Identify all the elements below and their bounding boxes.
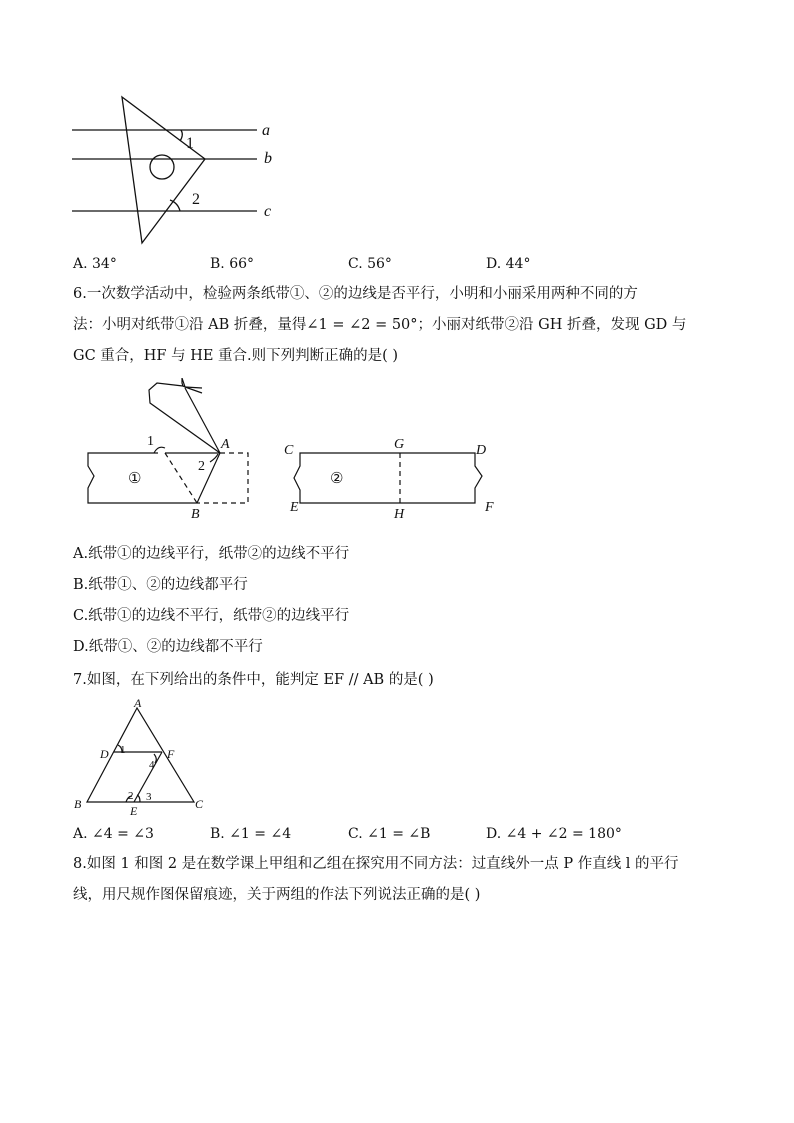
line-b-label: b bbox=[264, 150, 272, 167]
q6-option-d[interactable]: D.纸带①、②的边线都不平行 bbox=[73, 639, 263, 655]
fig6-label-E: E bbox=[290, 500, 299, 515]
fig7-label-D: D bbox=[100, 747, 109, 761]
q8-stem-line1: 8.如图 1 和图 2 是在数学课上甲组和乙组在探究用不同方法：过直线外一点 P 作直线 l 的平行 bbox=[73, 856, 679, 872]
fig7-num-2: 2 bbox=[128, 790, 134, 802]
fig6-strip2-mark: ② bbox=[330, 471, 344, 487]
q8-stem-line2: 线，用尺规作图保留痕迹，关于两组的作法下列说法正确的是( ) bbox=[73, 887, 481, 903]
fig6-label-B: B bbox=[191, 507, 200, 522]
q6-option-c[interactable]: C.纸带①的边线不平行，纸带②的边线平行 bbox=[73, 608, 350, 624]
q5-option-c[interactable]: C. 56° bbox=[348, 256, 392, 272]
fig6-strip1-mark: ① bbox=[128, 471, 142, 487]
q7-stem: 7.如图，在下列给出的条件中，能判定 EF // AB 的是( ) bbox=[73, 672, 434, 688]
q5-option-b[interactable]: B. 66° bbox=[210, 256, 255, 272]
question-5-figure bbox=[60, 90, 290, 250]
fig7-num-1: 1 bbox=[120, 744, 126, 756]
question-6-figure bbox=[70, 378, 510, 528]
fig6-label-2: 2 bbox=[198, 459, 205, 474]
fig6-label-F: F bbox=[485, 500, 494, 515]
q7-option-b[interactable]: B. ∠1 = ∠4 bbox=[210, 826, 292, 842]
fig6-label-A: A bbox=[221, 437, 230, 452]
angle-2-label: 2 bbox=[192, 191, 200, 208]
angle-1-label: 1 bbox=[186, 135, 194, 152]
fig6-label-1: 1 bbox=[147, 434, 154, 449]
fig6-label-C: C bbox=[284, 443, 294, 458]
q6-stem-line2: 法：小明对纸带①沿 AB 折叠，量得∠1 = ∠2 = 50°；小丽对纸带②沿 GH 折叠，发现 GD 与 bbox=[73, 317, 687, 333]
fig7-label-E: E bbox=[130, 804, 138, 818]
fig6-label-G: G bbox=[394, 437, 405, 452]
question-7-figure bbox=[70, 696, 220, 821]
q5-option-d[interactable]: D. 44° bbox=[486, 256, 531, 272]
line-c-label: c bbox=[264, 203, 272, 220]
q6-stem-line1: 6.一次数学活动中，检验两条纸带①、②的边线是否平行，小明和小丽采用两种不同的方 bbox=[73, 286, 638, 302]
q6-option-a[interactable]: A.纸带①的边线平行，纸带②的边线不平行 bbox=[73, 546, 350, 562]
fig7-label-B: B bbox=[74, 797, 82, 811]
line-a-label: a bbox=[262, 122, 270, 139]
q6-stem-line3: GC 重合，HF 与 HE 重合.则下列判断正确的是( ) bbox=[73, 348, 399, 364]
fig7-label-F: F bbox=[167, 747, 175, 761]
q6-option-b[interactable]: B.纸带①、②的边线都平行 bbox=[73, 577, 248, 593]
q7-option-d[interactable]: D. ∠4 + ∠2 = 180° bbox=[486, 826, 622, 842]
fig6-label-D: D bbox=[476, 443, 487, 458]
strip2-outline bbox=[294, 453, 482, 503]
fig7-num-4: 4 bbox=[149, 759, 155, 771]
fig7-num-3: 3 bbox=[146, 791, 152, 803]
fig6-label-H: H bbox=[394, 507, 405, 522]
fig7-label-A: A bbox=[134, 696, 142, 710]
fig7-label-C: C bbox=[195, 797, 204, 811]
q7-option-a[interactable]: A. ∠4 = ∠3 bbox=[73, 826, 154, 842]
triangle-ruler bbox=[122, 97, 205, 243]
q5-option-a[interactable]: A. 34° bbox=[73, 256, 117, 272]
q7-option-c[interactable]: C. ∠1 = ∠B bbox=[348, 826, 431, 842]
